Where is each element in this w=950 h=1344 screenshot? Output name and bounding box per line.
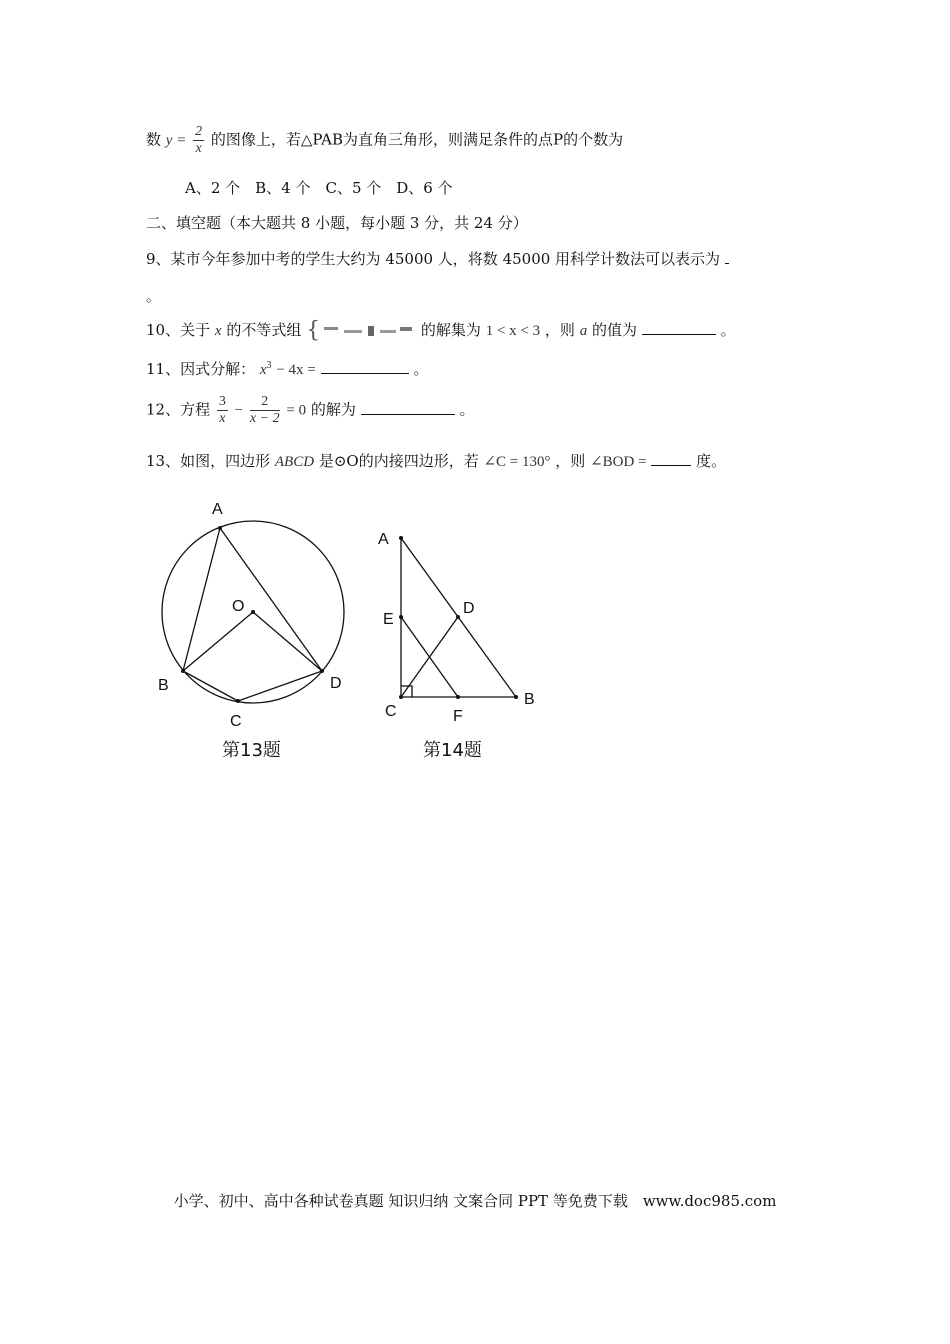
q12-f2-num: 2 bbox=[250, 394, 280, 411]
fig14-point-b bbox=[514, 695, 518, 699]
fig14-point-a bbox=[399, 536, 403, 540]
q13-text-c: ，则 bbox=[555, 452, 586, 470]
q10-inequality-system-image: { bbox=[306, 318, 321, 343]
fig14-label-d: D bbox=[463, 600, 475, 617]
q13-text-b: 是⊙O的内接四边形，若 bbox=[318, 452, 479, 470]
q11-exponent: 3 bbox=[266, 360, 272, 371]
fig14-caption: 第14题 bbox=[423, 740, 482, 761]
q11-text-a: 11、因式分解： bbox=[146, 360, 256, 378]
q12-eq: = 0 bbox=[286, 402, 307, 419]
q10-text-e: 的值为 bbox=[591, 321, 637, 339]
fig13-segment-ab bbox=[183, 528, 220, 671]
q10-text-c: 的解集为 bbox=[420, 321, 481, 339]
q12-text-b: 的解为 bbox=[310, 400, 356, 419]
fig13-segment-cd bbox=[238, 671, 322, 701]
fig14-point-e bbox=[399, 615, 403, 619]
q8-options: A、2 个 B、4 个 C、5 个 D、6 个 bbox=[185, 179, 453, 197]
q12-f2-den: x − 2 bbox=[249, 411, 280, 426]
q12-f1-num: 3 bbox=[218, 394, 226, 409]
fig14-label-b: B bbox=[524, 691, 535, 708]
q10-range: 1 < x < 3 bbox=[485, 323, 541, 339]
q13-angle-c: ∠C = 130° bbox=[483, 454, 551, 470]
q10-text-b: 的不等式组 bbox=[226, 321, 302, 339]
q8-lhs: y = bbox=[165, 132, 187, 149]
fig14-point-d bbox=[456, 615, 460, 619]
fig13-caption: 第13题 bbox=[222, 740, 281, 761]
q10-end: 。 bbox=[720, 321, 736, 339]
q9-end: 。 bbox=[146, 287, 162, 305]
q10-var-a: a bbox=[579, 323, 588, 339]
fig13-label-a: A bbox=[212, 501, 223, 518]
fig13-point-d bbox=[320, 669, 324, 673]
q10-text-d: ，则 bbox=[544, 321, 575, 339]
q13-end: 度。 bbox=[696, 452, 727, 470]
q8-frac-num: 2 bbox=[195, 124, 203, 139]
fig13-points bbox=[181, 526, 324, 703]
fig14-point-f bbox=[456, 695, 460, 699]
q12-text-a: 12、方程 bbox=[146, 400, 211, 419]
q9-text: 9、某市今年参加中考的学生大约为 45000 人，将数 45000 用科学计数法可以表示为 bbox=[146, 250, 721, 268]
q11-end: 。 bbox=[413, 360, 429, 378]
footer-text: 小学、初中、高中各种试卷真题 知识归纳 文案合同 PPT 等免费下载 www.doc985.com bbox=[173, 1192, 777, 1210]
q12-end: 。 bbox=[459, 400, 475, 419]
q10-var-x: x bbox=[214, 323, 222, 339]
fig13-label-d: D bbox=[330, 675, 342, 692]
q13-abcd: ABCD bbox=[274, 454, 315, 470]
q10-text-a: 10、关于 bbox=[146, 321, 211, 339]
q11-base: x bbox=[259, 362, 267, 378]
fig14-label-e: E bbox=[383, 611, 394, 628]
fig14-label-c: C bbox=[385, 703, 397, 720]
fig13-segment-bo bbox=[183, 612, 253, 671]
q13-angle-bod: ∠BOD = bbox=[590, 454, 647, 470]
q8-prefix: 数 bbox=[146, 130, 162, 149]
fig13-point-b bbox=[181, 669, 185, 673]
fig13-segment-bc bbox=[183, 671, 238, 701]
fig14-label-a: A bbox=[378, 531, 389, 548]
q8-rest: 的图像上，若△PAB为直角三角形，则满足条件的点P的个数为 bbox=[210, 130, 624, 149]
q12-minus: − bbox=[234, 402, 244, 419]
q11-rest: − 4x = bbox=[276, 362, 316, 378]
q8-frac-den: x bbox=[195, 141, 202, 156]
fig13-label-b: B bbox=[158, 677, 169, 694]
fig14-point-c bbox=[399, 695, 403, 699]
fig13-point-o bbox=[251, 610, 255, 614]
section2-title: 二、填空题（本大题共 8 小题，每小题 3 分，共 24 分） bbox=[146, 214, 528, 232]
fig13-label-o: O bbox=[232, 598, 245, 615]
fig13-point-c bbox=[236, 699, 240, 703]
fig14-label-f: F bbox=[453, 708, 463, 725]
fig13-point-a bbox=[218, 526, 222, 530]
q12-f1-den: x bbox=[219, 411, 226, 426]
fig13-segment-od bbox=[253, 612, 322, 671]
q13-text-a: 13、如图，四边形 bbox=[146, 452, 271, 470]
fig13-label-c: C bbox=[230, 713, 242, 730]
